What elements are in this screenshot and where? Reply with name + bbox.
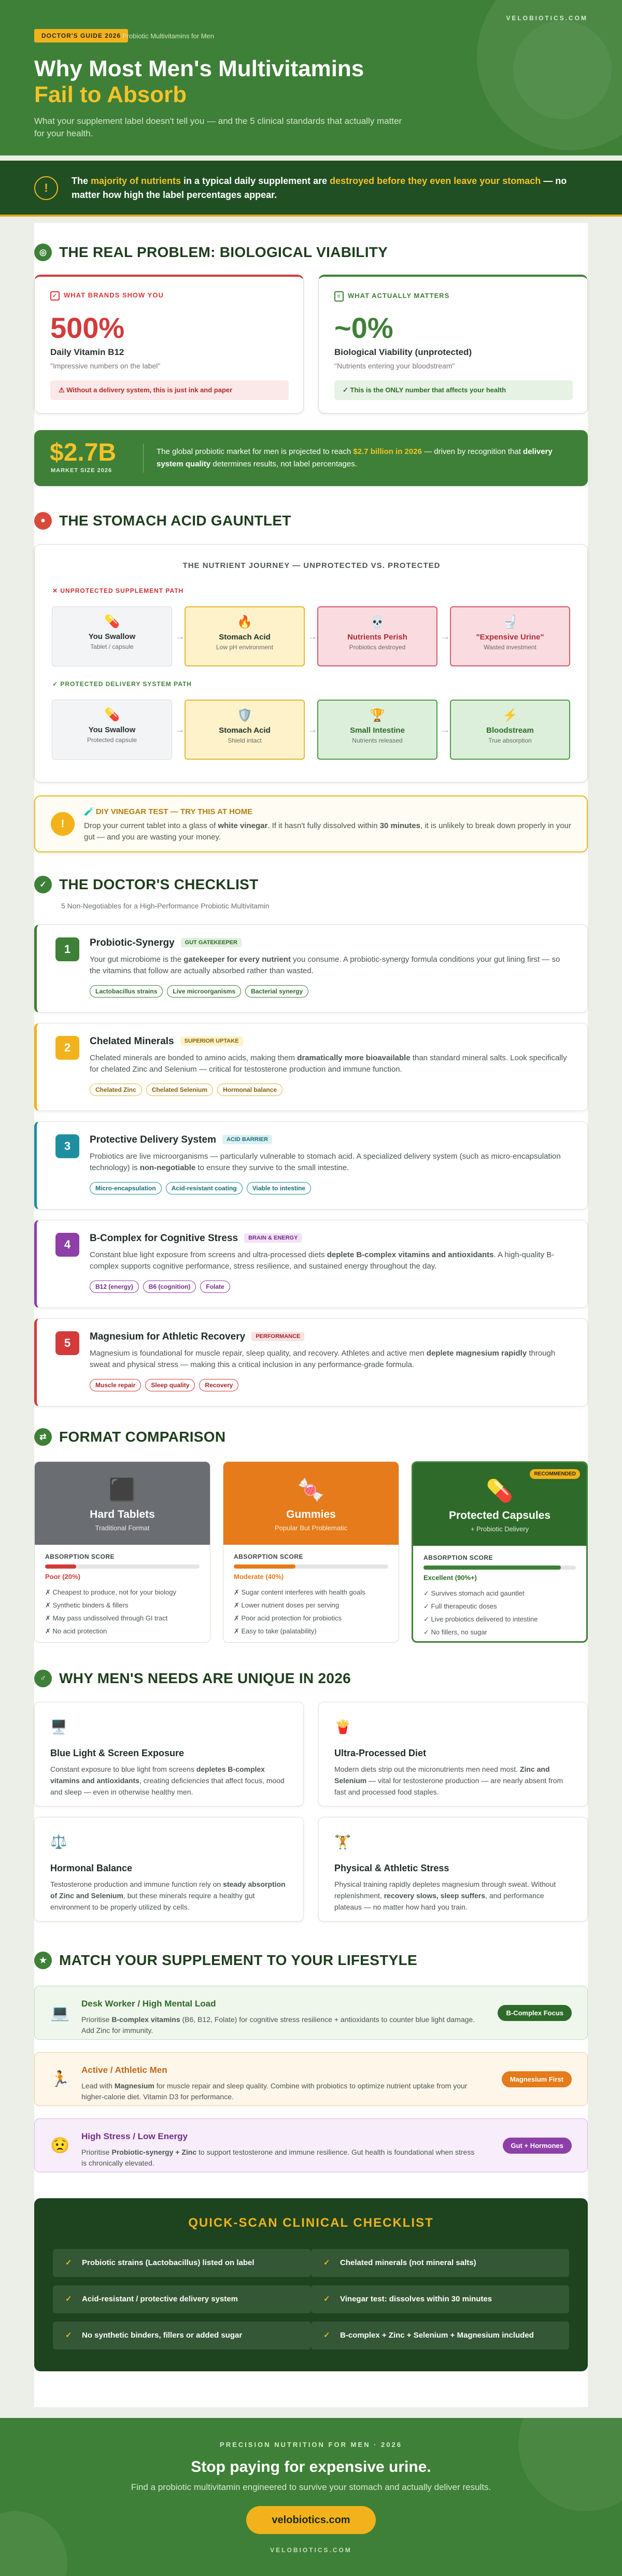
info-icon: !: [51, 812, 75, 836]
alert-text: The majority of nutrients in a typical daily supplement are destroyed before they even leave your stomach — no matter how high the label percentages appear.: [72, 176, 567, 200]
need-title: Blue Light & Screen Exposure: [50, 1748, 185, 1758]
arrow-icon: →: [308, 631, 317, 642]
stat-name: Daily Vitamin B12: [50, 347, 124, 357]
list-item: ✗ May pass undissolved through GI tract: [45, 1614, 168, 1622]
card-head: WHAT BRANDS SHOW YOU: [64, 291, 164, 299]
step-title: Stomach Acid: [219, 726, 271, 735]
laptop-icon: 💻: [50, 2004, 70, 2022]
cta-button[interactable]: velobiotics.com: [246, 2506, 376, 2534]
step-swallow: [52, 606, 172, 666]
decorative-circle: [513, 21, 612, 119]
step-acid-protected: [185, 700, 305, 760]
step-sub: Nutrients released: [352, 737, 403, 744]
checklist-item-2: [34, 1023, 588, 1111]
journey-title: THE NUTRIENT JOURNEY — UNPROTECTED VS. PROTECTED: [182, 561, 441, 570]
section-title: THE REAL PROBLEM: BIOLOGICAL VIABILITY: [59, 244, 388, 260]
footer: [0, 2418, 622, 2576]
person-icon: ♂: [34, 1670, 52, 1687]
section-title: THE STOMACH ACID GAUNTLET: [59, 513, 291, 529]
score-label: ABSORPTION SCORE: [423, 1554, 493, 1561]
matters-card: [318, 275, 588, 414]
pill: Lactobacillus strains: [90, 985, 163, 998]
step-sub: Low pH environment: [216, 644, 274, 651]
pill: Chelated Zinc: [90, 1084, 142, 1096]
list-item: ✓ Full therapeutic doses: [423, 1602, 497, 1610]
stat-quote: "Nutrients entering your bloodstream": [334, 362, 455, 370]
quick-item: ✓ Acid-resistant / protective delivery system: [53, 2285, 311, 2313]
step-sub: Shield intact: [228, 737, 262, 744]
capsule-icon: 💊: [486, 1478, 514, 1503]
tablet-icon: ⬛: [108, 1477, 136, 1502]
checklist-item-3: [34, 1121, 588, 1209]
lifestyle-button[interactable]: B-Complex Focus: [498, 2005, 572, 2021]
list-item: ✗ Sugar content interferes with health goals: [234, 1588, 365, 1596]
item-tag: BRAIN & ENERGY: [244, 1233, 302, 1243]
item-tag: SUPERIOR UPTAKE: [180, 1036, 243, 1046]
pill: Acid-resistant coating: [166, 1182, 243, 1194]
pill: Micro-encapsulation: [90, 1182, 162, 1194]
pill: Recovery: [199, 1379, 238, 1391]
format-name: Protected Capsules: [448, 1510, 551, 1521]
big-stat: 500%: [50, 311, 125, 344]
score-bar-fill: [234, 1564, 295, 1569]
format-list: [234, 1586, 388, 1638]
brands-card: [34, 275, 304, 414]
score-bar-fill: [423, 1565, 561, 1570]
section-title: MATCH YOUR SUPPLEMENT TO YOUR LIFESTYLE: [59, 1952, 418, 1968]
flame-icon: ●: [34, 512, 52, 530]
check-icon: ✓: [323, 2258, 330, 2267]
path-label-unprotected: ✕ UNPROTECTED SUPPLEMENT PATH: [52, 587, 184, 594]
list-item: ✓ No fillers, no sugar: [423, 1628, 487, 1636]
item-text: Chelated minerals are bonded to amino acids, making them dramatically more bioavailable than standard mineral salts. Look specifically for chelated Zinc and Selenium — critical for testosterone production and immune function.: [90, 1054, 567, 1074]
list-item: ✗ Easy to take (palatability): [234, 1627, 317, 1635]
path-label-protected: ✓ PROTECTED DELIVERY SYSTEM PATH: [52, 680, 192, 688]
lifestyle-title: Active / Athletic Men: [81, 2065, 167, 2075]
score-bar-fill: [45, 1564, 76, 1569]
need-title: Physical & Athletic Stress: [334, 1863, 449, 1873]
hero-banner: [0, 0, 622, 155]
check-icon: ✓: [65, 2258, 72, 2267]
pill-group: [90, 1280, 234, 1293]
need-card-hormonal: [34, 1817, 304, 1922]
pill: Folate: [200, 1280, 230, 1293]
format-sub: Traditional Format: [95, 1524, 150, 1532]
quick-item: ✓ Vinegar test: dissolves within 30 minutes: [311, 2285, 569, 2313]
lifestyle-title: High Stress / Low Energy: [81, 2131, 188, 2141]
toilet-icon: 🚽: [502, 615, 518, 629]
hero-tagline: Probiotic Multivitamins for Men: [122, 32, 214, 40]
item-number: 3: [55, 1134, 79, 1158]
vinegar-test-card: [34, 795, 588, 852]
pill-group: [90, 1379, 243, 1391]
score-label: ABSORPTION SCORE: [234, 1553, 304, 1560]
step-bloodstream: [450, 700, 570, 760]
arrow-icon: →: [175, 724, 185, 735]
pill: Sleep quality: [145, 1379, 195, 1391]
step-title: Bloodstream: [486, 726, 534, 735]
check-icon: ✓: [323, 2331, 330, 2340]
need-text: Physical training rapidly depletes magnesium through sweat. Without replenishment, recovery slows, sleep suffers, and performance plateaus — no matter how hard you train.: [334, 1880, 556, 1911]
format-name: Hard Tablets: [90, 1508, 155, 1520]
stat-name: Biological Viability (unprotected): [334, 347, 472, 357]
score-label: ABSORPTION SCORE: [45, 1553, 115, 1560]
market-label: MARKET SIZE 2026: [51, 467, 112, 474]
quick-item: ✓ Chelated minerals (not mineral salts): [311, 2249, 569, 2277]
quick-scan-title: QUICK-SCAN CLINICAL CHECKLIST: [188, 2216, 434, 2230]
trophy-icon: 🏆: [370, 708, 385, 722]
title-line-1: Why Most Men's Multivitamins: [34, 56, 364, 81]
list-item: ✗ Lower nutrient doses per serving: [234, 1601, 340, 1609]
step-sub: True absorption: [488, 737, 532, 744]
pill: Hormonal balance: [217, 1084, 282, 1096]
pill: Chelated Selenium: [146, 1084, 213, 1096]
section-heading-gauntlet: [34, 512, 291, 530]
score-value: Moderate (40%): [234, 1573, 284, 1581]
checklist-item-4: [34, 1220, 588, 1308]
step-title: You Swallow: [88, 725, 136, 734]
pill-icon: 💊: [104, 708, 120, 722]
arrow-icon: →: [441, 724, 450, 735]
lifestyle-stress: [34, 2118, 588, 2172]
format-sub: + Probiotic Delivery: [470, 1525, 529, 1533]
arrow-icon: →: [308, 724, 317, 735]
need-text: Testosterone production and immune function rely on steady absorption of Zinc and Selenium, but these minerals require a healthy gut environment to be properly utilized by cells.: [50, 1880, 286, 1911]
item-title: Magnesium for Athletic Recovery PERFORMANCE: [90, 1331, 304, 1343]
item-title: Probiotic-Synergy GUT GATEKEEPER: [90, 937, 242, 949]
warning-icon: !: [34, 176, 58, 200]
section-heading-lifestyle: [34, 1952, 417, 1969]
check-circle-icon: ✓: [34, 876, 52, 893]
stat-quote: "Impressive numbers on the label": [50, 362, 161, 370]
fire-icon: 🔥: [237, 615, 252, 629]
pill-icon: 💊: [104, 615, 120, 629]
section-subtitle: 5 Non-Negotiables for a High-Performance Probiotic Multivitamin: [61, 902, 270, 910]
item-title: Protective Delivery System ACID BARRIER: [90, 1134, 272, 1146]
step-swallow-protected: [52, 700, 172, 760]
weightlifter-icon: 🏋️: [334, 1834, 351, 1849]
format-sub: Popular But Problematic: [274, 1524, 348, 1532]
arrow-icon: →: [441, 631, 450, 642]
list-item: ✗ No acid protection: [45, 1627, 107, 1635]
need-title: Ultra-Processed Diet: [334, 1748, 427, 1758]
pill: Bacterial synergy: [245, 985, 308, 998]
score-bar: [234, 1564, 388, 1569]
vinegar-text: Drop your current tablet into a glass of white vinegar. If it hasn't fully dissolved within 30 minutes, it is unlikely to break down properly in your gut — and you are wasting your money.: [84, 821, 571, 842]
market-value: $2.7B: [50, 439, 117, 466]
pill: Viable to intestine: [247, 1182, 311, 1194]
item-tag: PERFORMANCE: [251, 1332, 304, 1341]
alert-banner: [0, 161, 622, 217]
quick-item: ✓ Probiotic strains (Lactobacillus) listed on label: [53, 2249, 311, 2277]
shield-icon: 🛡️: [237, 708, 252, 722]
monitor-icon: 🖥️: [50, 1719, 67, 1734]
need-title: Hormonal Balance: [50, 1863, 133, 1873]
decorative-circle: [0, 2511, 67, 2576]
pill: B12 (energy): [90, 1280, 139, 1293]
divider: [143, 444, 144, 473]
step-acid: [185, 606, 305, 666]
section-heading-needs: [34, 1670, 351, 1687]
step-sub: Probiotics destroyed: [349, 644, 406, 651]
target-icon: ◎: [34, 244, 52, 261]
lightning-icon: ⚡: [502, 708, 518, 722]
item-number: 4: [55, 1233, 79, 1257]
format-card-gummies: [223, 1461, 399, 1643]
title-line-2: Fail to Absorb: [34, 82, 187, 107]
list-item: ✗ Poor acid protection for probiotics: [234, 1614, 342, 1622]
section-heading-problem: [34, 244, 388, 261]
recommended-badge: RECOMMENDED: [530, 1469, 580, 1479]
item-number: 2: [55, 1036, 79, 1060]
lifestyle-button[interactable]: Gut + Hormones: [503, 2138, 572, 2154]
check-icon: ✓: [323, 2295, 330, 2303]
lifestyle-desk: [34, 1986, 588, 2040]
pill-group: [90, 1084, 287, 1096]
score-value: Poor (20%): [45, 1573, 80, 1581]
need-text: Constant exposure to blue light from screens depletes B-complex vitamins and antioxidants, creating deficiencies that affect focus, mood and sleep — even in otherwise healthy men.: [50, 1765, 285, 1796]
arrow-icon: →: [175, 631, 185, 642]
footer-headline: Stop paying for expensive urine.: [191, 2458, 431, 2475]
runner-icon: 🏃: [50, 2071, 70, 2088]
card-head: WHAT ACTUALLY MATTERS: [348, 292, 450, 300]
brand-link[interactable]: VELOBIOTICS.COM: [506, 15, 588, 22]
item-title: Chelated Minerals SUPERIOR UPTAKE: [90, 1036, 243, 1047]
section-title: THE DOCTOR'S CHECKLIST: [59, 876, 259, 892]
item-text: Your gut microbiome is the gatekeeper for every nutrient you consume. A probiotic-synergy formula conditions your gut lining first — so the vitamins that follow are actually absorbed rather than wasted.: [90, 955, 560, 975]
step-title: You Swallow: [88, 632, 136, 641]
pill: B6 (cognition): [143, 1280, 196, 1293]
quick-item: ✓ B-complex + Zinc + Selenium + Magnesium included: [311, 2322, 569, 2350]
skull-icon: 💀: [370, 615, 385, 629]
pill: Muscle repair: [90, 1379, 141, 1391]
item-number: 1: [55, 937, 79, 961]
item-number: 5: [55, 1331, 79, 1355]
page-title: [34, 56, 364, 108]
market-banner: [34, 430, 588, 486]
fries-icon: 🍟: [334, 1719, 351, 1734]
section-heading-format: [34, 1428, 225, 1446]
item-text: Probiotics are live microorganisms — particularly vulnerable to stomach acid. A specialized delivery system (such as micro-encapsulation technology) is non-negotiable to ensure they survive to the small intestine.: [90, 1152, 561, 1172]
checklist-item-5: [34, 1318, 588, 1406]
need-card-diet: [318, 1702, 588, 1806]
list-item: ✓ Survives stomach acid gauntlet: [423, 1589, 525, 1597]
need-card-screen: [34, 1702, 304, 1806]
score-bar: [423, 1565, 576, 1570]
item-title: B-Complex for Cognitive Stress BRAIN & ENERGY: [90, 1233, 302, 1244]
step-title: Nutrients Perish: [347, 633, 407, 642]
compare-icon: ⇄: [34, 1428, 52, 1446]
pill: Live microorganisms: [167, 985, 241, 998]
scale-icon: ⚖️: [50, 1834, 67, 1849]
item-text: Magnesium is foundational for muscle repair, sleep quality, and recovery. Athletes and active men deplete magnesium rapidly through sweat and physical stress — making this a critical inclusion in any performance-grade formula.: [90, 1349, 556, 1369]
step-sub: Wasted investment: [484, 644, 536, 651]
format-list: [45, 1586, 200, 1638]
quick-item: ✓ No synthetic binders, fillers or added sugar: [53, 2322, 311, 2350]
checkbox-icon: ✓: [50, 291, 60, 301]
item-tag: GUT GATEKEEPER: [181, 938, 242, 947]
market-text: The global probiotic market for men is projected to reach $2.7 billion in 2026 — driven by recognition that delivery system quality determines results, not label percentages.: [157, 447, 553, 468]
star-icon: ★: [34, 1952, 52, 1969]
checklist-item-1: [34, 924, 588, 1013]
lifestyle-text: Lead with Magnesium for muscle repair and sleep quality. Combine with probiotics to optimize nutrient uptake from your higher-calorie diet. Vitamin D3 for performance.: [81, 2082, 468, 2101]
score-value: Excellent (90%+): [423, 1574, 477, 1582]
check-icon: ✓: [65, 2331, 72, 2340]
step-perish: [317, 606, 437, 666]
big-stat: ~0%: [334, 311, 393, 344]
quick-scan-checklist: [34, 2198, 588, 2371]
pill-group: [90, 985, 313, 998]
score-bar: [45, 1564, 200, 1569]
format-card-capsules: [412, 1461, 588, 1643]
candy-icon: 🍬: [297, 1477, 325, 1502]
hero-subtitle: What your supplement label doesn't tell you — and the 5 clinical standards that actually matter for your health.: [34, 116, 402, 138]
guide-badge: DOCTOR'S GUIDE 2026: [34, 29, 128, 42]
step-sub: Protected capsule: [87, 736, 137, 744]
lifestyle-button[interactable]: Magnesium First: [502, 2071, 572, 2087]
footer-link[interactable]: VELOBIOTICS.COM: [270, 2546, 352, 2554]
step-sub: Tablet / capsule: [90, 643, 134, 650]
step-title: Stomach Acid: [219, 633, 271, 642]
list-item: ✗ Synthetic binders & fillers: [45, 1601, 129, 1609]
need-text: Modern diets strip out the micronutrients men need most. Zinc and Selenium — vital for testosterone production — are nearly absent from fast and processed food staples.: [334, 1765, 563, 1796]
section-title: WHY MEN'S NEEDS ARE UNIQUE IN 2026: [59, 1670, 351, 1686]
lifestyle-title: Desk Worker / High Mental Load: [81, 1999, 216, 2009]
section-heading-checklist: [34, 876, 259, 893]
check-icon: ✓: [65, 2295, 72, 2303]
section-title: FORMAT COMPARISON: [59, 1429, 226, 1445]
step-title: Small Intestine: [350, 726, 405, 735]
stat-note: ⚠ Without a delivery system, this is just ink and paper: [50, 380, 289, 400]
worried-face-icon: 😟: [50, 2137, 70, 2154]
step-intestine: [317, 700, 437, 760]
step-urine: [450, 606, 570, 666]
stat-note: ✓ This is the ONLY number that affects your health: [334, 380, 573, 400]
document-icon: ≡: [334, 291, 344, 302]
format-list: [423, 1587, 576, 1639]
list-item: ✗ Cheapest to produce, not for your biology: [45, 1588, 176, 1596]
need-card-athletic: [318, 1817, 588, 1922]
vinegar-title: 🧪 DIY VINEGAR TEST — TRY THIS AT HOME: [84, 807, 253, 816]
format-name: Gummies: [286, 1508, 336, 1520]
lifestyle-active: [34, 2052, 588, 2106]
item-tag: ACID BARRIER: [222, 1135, 272, 1144]
lifestyle-text: Prioritise B-complex vitamins (B6, B12, Folate) for cognitive stress resilience + antioxidants to counter blue light damage. Add Zinc for immunity.: [81, 2015, 475, 2034]
format-card-tablets: [34, 1461, 210, 1643]
step-title: "Expensive Urine": [476, 633, 544, 642]
footer-eyebrow: PRECISION NUTRITION FOR MEN · 2026: [220, 2441, 402, 2449]
lifestyle-text: Prioritise Probiotic-synergy + Zinc to support testosterone and immune resilience. Gut health is foundational when stress is chronically elevated.: [81, 2148, 475, 2167]
list-item: ✓ Live probiotics delivered to intestine: [423, 1615, 538, 1623]
footer-text: Find a probiotic multivitamin engineered to survive your stomach and actually deliver results.: [131, 2482, 491, 2492]
item-text: Constant blue light exposure from screens and ultra-processed diets deplete B-complex vitamins and antioxidants. A high-quality B-complex supports cognitive performance, stress resilience, and sustained energy throughout the day.: [90, 1250, 555, 1271]
pill-group: [90, 1182, 315, 1194]
